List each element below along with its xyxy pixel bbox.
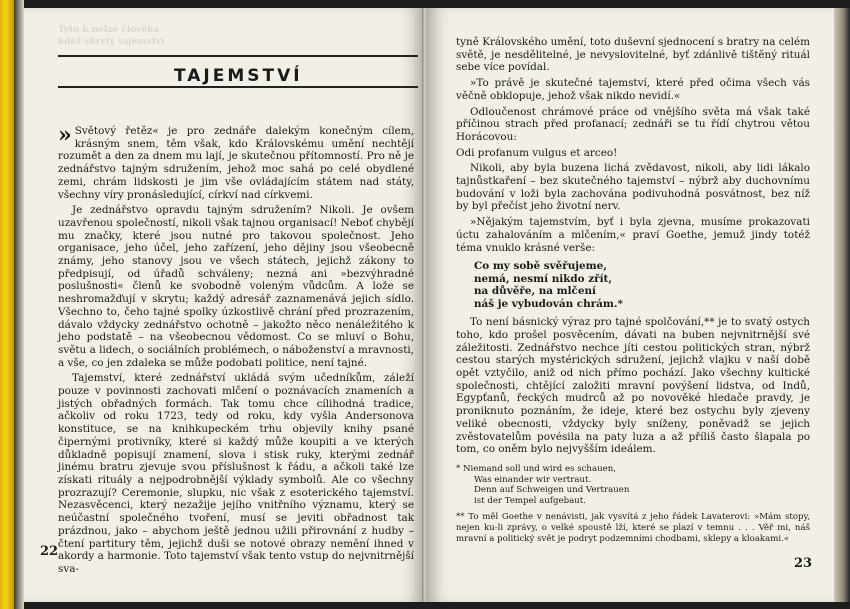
footnote-line: * Niemand soll und wird es schauen, [456,463,616,474]
chapter-title: TAJEMSTVÍ [174,66,303,86]
right-page-body [456,36,810,550]
paragraph: Odloučenost chrámové práce od vnějšího světa má však také příčinou strach před profanací; zednáři se tu řídí chytrou větou Horácovou: [456,105,810,143]
book-edge-yellow [0,0,14,609]
left-page [24,8,424,602]
footnote-german-verse [456,464,810,506]
dropcap-quote: » [58,122,72,148]
verse-line: náš je vybudován chrám.* [474,297,623,310]
footnote-line: ist der Tempel aufgebaut. [474,495,586,506]
title-rule-bottom [58,86,418,88]
paragraph: Je zednářstvo opravdu tajným sdružením? Nikoli. Je ovšem uzavřenou společností, nikoli však tajnou organisací! Neboť chybějí mu značky, které jsou nutné pro takovou společnost. Jeho organisace, jeho účel, jeho zařízení, jeho dějiny jsou všeobecně známy, jeho stanovy jsou ve všech státech, jejichž zákony to předpisují, od úřadů schváleny; nezná ani »bezvýhradné poslušnosti« členů ke svobodně voleným vůdcům. A lože se neshromažďují v skrytu; každý adresář zaznamenává jejich sídlo. Všechno to, čeho tajné spolky úzkostlivě chrání před prozrazením, dávalo vždycky zednářstvo ochotně – jakožto něco nenáležitého k jeho podstatě – na všeobecnou vědomost. Co se mluví o Bohu, světu a lidech, o sociálních problémech, o náboženství a mravnosti, a vše, co jen zdaleka se může podobati politice, není tajné. [58,204,414,369]
bleed-line: kdež skrytý tajemství [58,37,165,47]
paragraph: »To právě je skutečné tajemství, které před očima všech vás věčně obklopuje, jehož však nikdo nevidí.« [456,77,810,102]
paragraph-text: Světový řetěz« je pro zednáře dalekým konečným cílem, krásným snem, těm však, kdo Královskému umění nechtějí rozumět a den za dnem mu lají, je skutečnou přítomností. Pro ně je zednářstvo tajným sdružením, jehož moc sahá po celé obydlené zemi, chrám lidskosti je jim vše ovládajícím státem nad státy, všechny víry pronásledující, církví nad církvemi. [58,125,414,201]
left-page-body [58,122,414,579]
bleed-line: Tyto k nelze člověka [58,25,160,35]
right-page [426,8,834,602]
paragraph: To není básnický výraz pro tajné spolčování,** je to svatý ostych toho, kdo prošel posvěcením, dávati na buben nejvnitrnější své záležitosti. Zednářstvo nechce jíti cestou politických stran, nýbrž cestou starých mystérických sdružení, jejichž vlajku v naší době opět vztyčilo, aniž od nich přímo pochází. Jako všechny kultické společnosti, chtějící založiti mravní povýšení lidstva, od Indů, Egypťanů, řeckých mudrců až po novověké hledače pravdy, je proniknuto poznáním, že ideje, které bez ostychu byly zjeveny veliké obecnosti, vždycky byly sníženy, poněvadž se jejich zvěstovatelům povésila na paty luza a až příliš často šlapala po tom, co oněm bylo nejvyšším ideálem. [456,316,810,456]
footnote-line: Denn auf Schweigen und Vertrauen [474,485,630,496]
title-rule-top [58,55,418,57]
verse-line: Co my sobě svěřujeme, [474,260,607,273]
book-edge-pages [14,0,24,609]
paragraph: Nikoli, aby byla buzena lichá zvědavost, nikoli, aby lidi lákalo tajnůstkaření – bez skutečného tajemství – nýbrž aby duchovnímu budování v loži byla zachována podivuhodná posvátnost, bez níž by byl přečíst jeho životní nerv. [456,162,810,213]
verse [474,260,810,310]
verse-line: nemá, nesmí nikdo zřít, [474,272,612,285]
bleed-through-text [58,24,414,48]
page-number: 23 [794,556,813,571]
latin-motto: Odi profanum vulgus et arceo! [456,146,618,159]
footnote-line: Was einander wir vertraut. [474,474,592,485]
paragraph: Tajemství, které zednářství ukládá svým učedníkům, záleží pouze v povinnosti zachovati mlčení o poznávacích znameních a jistých obřadných formách. Tak tomu chce cílihodná tradice, ačkoliv od roku 1723, tedy od roku, kdy vyšla Andersonova konstituce, se na knihkupeckém trhu objevily knihy psané čipernými protivníky, které si každý může koupiti a ve kterých důkladně popisují znamení, slova i stisk ruky, kterými zednář jinému bratru zjevuje svou příslušnost k řádu, a ačkoli také lze získati rituály a nejpodrobnější výklady symbolů. Ale co všechny prozrazují? Ceremonie, slupku, nic však z esoterického tajemství. Nezasvěcenci, který nezažije jejího vnitřního významu, který se neúčastní společného tvoření, musí se jeviti obřadnost tak prázdnou, jako – abychom ještě jednou užili přirovnání z hudby – čtení partitury těm, jejichž duši se notové obrazy nemění ihned v akordy a harmonie. Toto tajemství však tento vstup do nejvnitrnější sva- [58,372,414,575]
footnotes [456,464,810,544]
footnote-goethe: ** To měl Goethe v nenávisti, jak vysvítá z jeho řádek Lavaterovi: »Mám stopy, nejen ku-li zprávy, o velké spoustě lží, které se plazí v temnu . . . Věř mi, náš mravní a politický svět je podryt podzemními chodbami, sklepy a kloakami.« [456,512,810,544]
page-number: 22 [40,544,59,559]
paragraph: »Nějakým tajemstvím, byť i byla zjevna, musíme prokazovati úctu zahalováním a mlčením,« praví Goethe, jemuž jindy totéž téma vnuklo krásné verše: [456,216,810,254]
paragraph: tyně Královského umění, toto duševní sjednocení s bratry na celém světě, je nesdělitelné, je nevyslovitelné, byť zdánlivě tištěný rituál sebe více povídal. [456,36,810,74]
verse-line: na důvěře, na mlčení [474,285,596,298]
book-right-edge [834,8,850,602]
paragraph [58,122,414,201]
